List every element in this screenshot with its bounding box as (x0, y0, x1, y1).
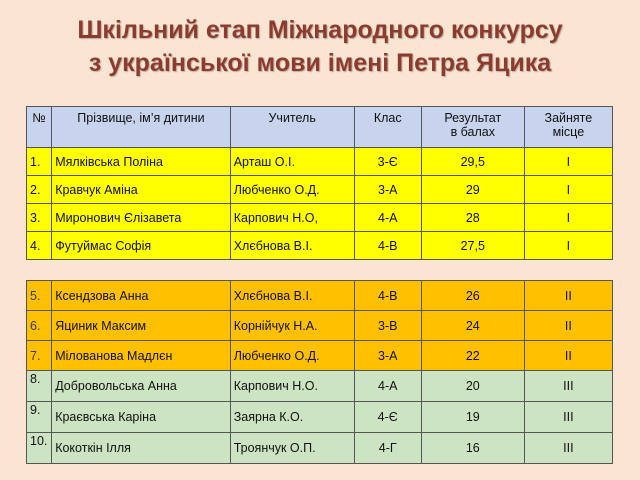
cell-result: 28 (421, 204, 524, 232)
cell-place: I (524, 204, 612, 232)
cell-class: 3-А (354, 176, 421, 204)
cell-result: 29,5 (421, 148, 524, 176)
cell-result: 27,5 (421, 232, 524, 260)
header-place-line2: місце (552, 125, 585, 139)
cell-teacher: Любченко О.Д. (230, 176, 354, 204)
table-row (27, 341, 613, 371)
cell-name: Мялківська Поліна (52, 148, 231, 176)
cell-class: 3-Є (354, 148, 421, 176)
cell-teacher: Хлєбнова В.І. (230, 232, 354, 260)
cell-teacher: Заярна К.О. (230, 402, 354, 433)
cell-class: 3-В (354, 311, 421, 341)
cell-teacher: Корнійчук Н.А. (230, 311, 354, 341)
cell-num: 10. (27, 433, 52, 464)
cell-name: Добровольська Анна (52, 371, 231, 402)
cell-num: 9. (27, 402, 52, 433)
cell-result: 19 (421, 402, 524, 433)
cell-name: Миронович Єлізавета (52, 204, 231, 232)
cell-name: Футуймас Софія (52, 232, 231, 260)
cell-result: 24 (421, 311, 524, 341)
cell-teacher: Любченко О.Д. (230, 341, 354, 371)
title-line-1: Шкільний етап Міжнародного конкурсу (77, 16, 563, 44)
cell-teacher: Хлєбнова В.І. (230, 281, 354, 311)
cell-num: 2. (27, 176, 52, 204)
header-place (524, 107, 612, 148)
results-table-bottom (26, 280, 613, 464)
table-row (27, 204, 613, 232)
cell-class: 4-Є (354, 402, 421, 433)
cell-num: 1. (27, 148, 52, 176)
cell-class: 4-А (354, 204, 421, 232)
cell-name: Кокоткін Ілля (52, 433, 231, 464)
cell-place: I (524, 148, 612, 176)
cell-result: 16 (421, 433, 524, 464)
cell-teacher: Арташ О.І. (230, 148, 354, 176)
cell-place: II (524, 281, 612, 311)
cell-name: Ксендзова Анна (52, 281, 231, 311)
header-result (421, 107, 524, 148)
cell-place: III (524, 371, 612, 402)
cell-class: 4-Г (354, 433, 421, 464)
cell-num: 7. (27, 341, 52, 371)
cell-name: Кравчук Аміна (52, 176, 231, 204)
table-header-row (27, 107, 613, 148)
cell-place: II (524, 311, 612, 341)
cell-result: 22 (421, 341, 524, 371)
cell-num: 5. (27, 281, 52, 311)
header-class: Клас (354, 107, 421, 148)
table-row (27, 371, 613, 402)
cell-result: 20 (421, 371, 524, 402)
header-name: Прізвище, ім’я дитини (52, 107, 231, 148)
cell-place: I (524, 176, 612, 204)
table-row (27, 148, 613, 176)
cell-teacher: Карпович Н.О. (230, 371, 354, 402)
cell-place: III (524, 402, 612, 433)
cell-class: 4-В (354, 232, 421, 260)
cell-num: 3. (27, 204, 52, 232)
cell-name: Мілованова Мадлєн (52, 341, 231, 371)
table-row (27, 402, 613, 433)
results-table-top (26, 106, 613, 260)
cell-num: 8. (27, 371, 52, 402)
cell-teacher: Троянчук О.П. (230, 433, 354, 464)
cell-result: 29 (421, 176, 524, 204)
header-result-line1: Результат (444, 111, 502, 125)
header-place-line1: Зайняте (544, 111, 593, 125)
header-teacher: Учитель (230, 107, 354, 148)
table-row (27, 281, 613, 311)
header-result-line2: в балах (450, 125, 495, 139)
table-row (27, 311, 613, 341)
page-title (0, 14, 640, 80)
table-row (27, 433, 613, 464)
cell-place: III (524, 433, 612, 464)
cell-num: 6. (27, 311, 52, 341)
header-num: № (27, 107, 52, 148)
cell-result: 26 (421, 281, 524, 311)
cell-name: Яциник Максим (52, 311, 231, 341)
cell-teacher: Карпович Н.О, (230, 204, 354, 232)
cell-place: II (524, 341, 612, 371)
cell-place: I (524, 232, 612, 260)
table-row (27, 176, 613, 204)
cell-class: 4-А (354, 371, 421, 402)
cell-class: 3-А (354, 341, 421, 371)
table-row (27, 232, 613, 260)
cell-name: Краєвська Каріна (52, 402, 231, 433)
cell-class: 4-В (354, 281, 421, 311)
cell-num: 4. (27, 232, 52, 260)
title-line-2: з української мови імені Петра Яцика (88, 49, 552, 77)
